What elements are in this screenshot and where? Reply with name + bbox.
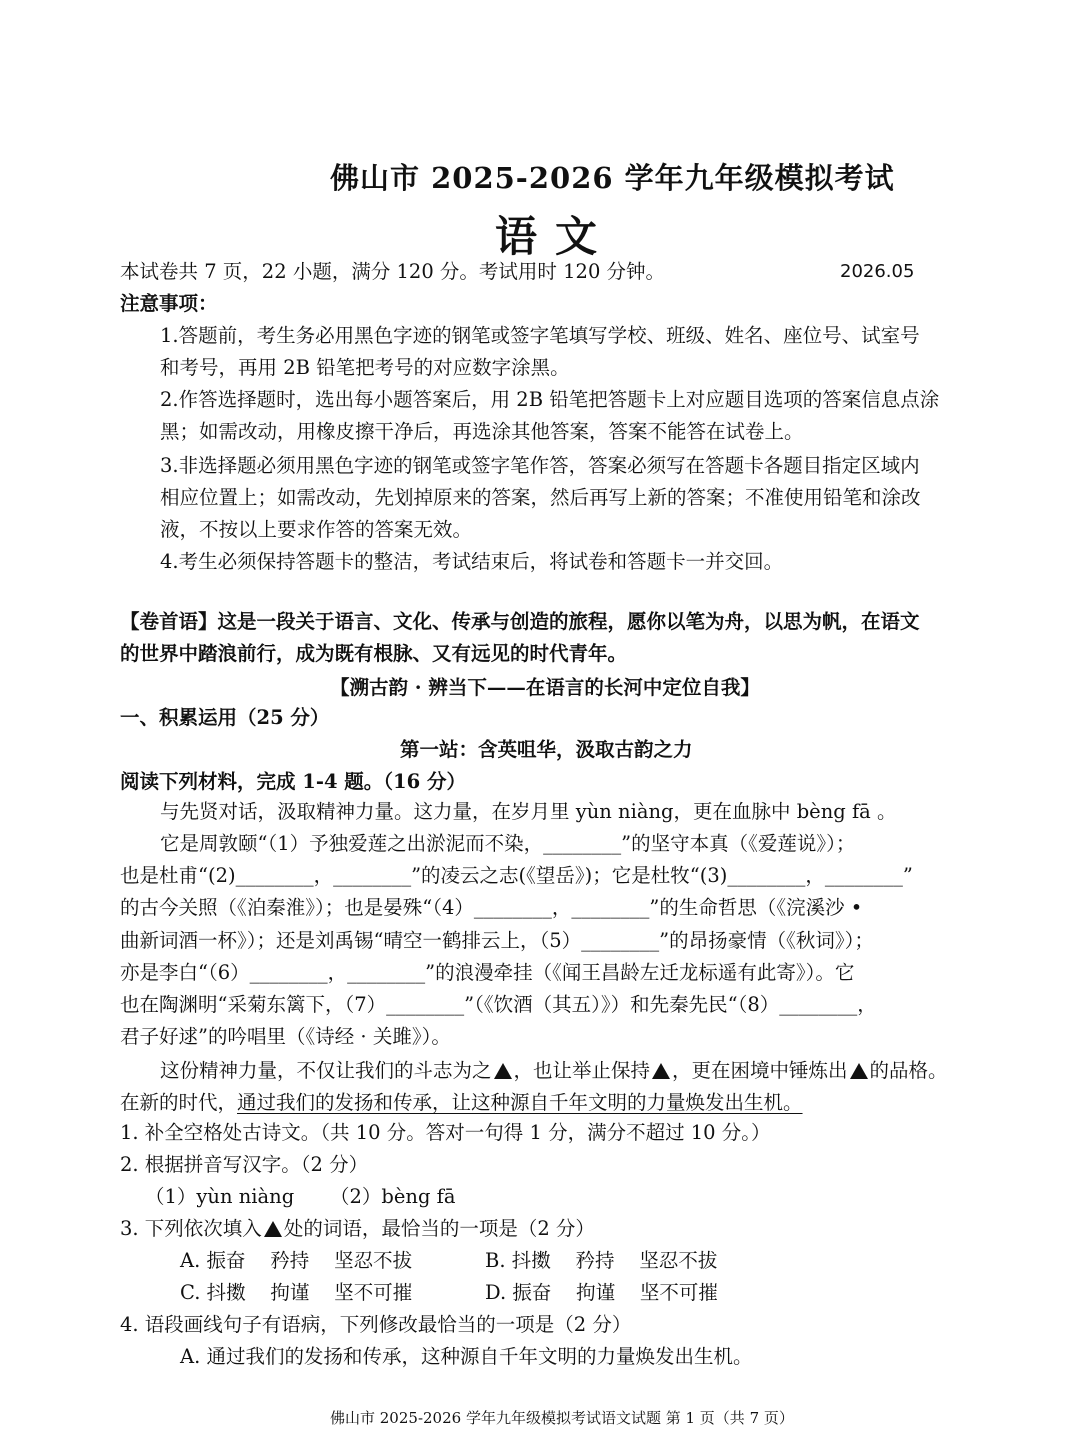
notes-line: 相应位置上；如需改动，先划掉原来的答案，然后再写上新的答案；不准使用铅笔和涂改 xyxy=(160,486,921,509)
passage-line: 的古今关照（《泊秦淮》）；也是晏殊“（4）________，________”的生命哲思（《浣溪沙 • xyxy=(120,896,863,919)
station-heading: 第一站：含英咀华，汲取古韵之力 xyxy=(400,738,693,761)
text-segment: 这份精神力量，不仅让我们的斗志为之 xyxy=(160,1059,492,1082)
exam-date: 2026.05 xyxy=(840,261,915,282)
question-3 xyxy=(120,1213,595,1244)
text-segment: 3. 下列依次填入 xyxy=(120,1217,262,1240)
preface-line: 的世界中踏浪前行，成为既有根脉、又有远见的时代青年。 xyxy=(120,642,628,665)
notes-line: 3.非选择题必须用黑色字迹的钢笔或签字笔作答，答案必须写在答题卡各题目指定区域内 xyxy=(160,454,920,477)
text-segment: ，更在困境中锤炼出 xyxy=(672,1059,848,1082)
text-segment: 处的词语，最恰当的一项是（2 分） xyxy=(283,1217,595,1240)
notes-line: 液，不按以上要求作答的答案无效。 xyxy=(160,518,473,541)
preface-line: 【卷首语】这是一段关于语言、文化、传承与创造的旅程，愿你以笔为舟，以思为帆，在语文 xyxy=(120,610,920,633)
question-2: 2. 根据拼音写汉字。（2 分） xyxy=(120,1153,369,1176)
blank-triangle-icon xyxy=(494,1063,512,1079)
page-footer: 佛山市 2025-2026 学年九年级模拟考试语文试题 第 1 页（共 7 页） xyxy=(330,1409,794,1427)
option-a: A. 振奋 矜持 坚忍不拔 xyxy=(180,1249,413,1272)
text-segment: 在新的时代， xyxy=(120,1091,238,1114)
blank-triangle-icon xyxy=(264,1221,282,1237)
passage-line-underlined xyxy=(120,1087,803,1118)
option-d: D. 振奋 拘谨 坚不可摧 xyxy=(485,1281,718,1304)
underlined-sentence: 通过我们的发扬和传承，让这种源自千年文明的力量焕发出生机。 xyxy=(237,1091,803,1114)
section-heading: 一、积累运用（25 分） xyxy=(120,706,330,729)
subject-title: 语文 xyxy=(495,212,616,261)
option-b: B. 抖擞 矜持 坚忍不拔 xyxy=(485,1249,718,1272)
blank-triangle-icon xyxy=(850,1063,868,1079)
text-segment: 的品格。 xyxy=(869,1059,948,1082)
theme-heading: 【溯古韵 · 辨当下——在语言的长河中定位自我】 xyxy=(330,676,760,699)
exam-info: 本试卷共 7 页，22 小题，满分 120 分。考试用时 120 分钟。 xyxy=(120,260,666,283)
passage-line: 曲新词酒一杯》）；还是刘禹锡“晴空一鹤排云上，（5）________”的昂扬豪情（《秋词》）； xyxy=(120,929,874,952)
passage-line: 与先贤对话，汲取精神力量。这力量，在岁月里 yùn niàng，更在血脉中 bèng fā 。 xyxy=(160,800,897,823)
passage-line: 也是杜甫“(2)________，________”的凌云之志(《望岳》)；它是杜牧“(3)________，________” xyxy=(120,864,913,887)
question-1: 1. 补全空格处古诗文。（共 10 分。答对一句得 1 分，满分不超过 10 分。） xyxy=(120,1121,771,1144)
passage-line: 也在陶渊明“采菊东篱下，（7）________”（《饮酒（其五）》）和先秦先民“（8）________， xyxy=(120,993,877,1016)
question-2-item: （1）yùn niàng xyxy=(145,1185,295,1208)
notes-line: 黑；如需改动，用橡皮擦干净后，再选涂其他答案，答案不能答在试卷上。 xyxy=(160,420,804,443)
notes-line: 1.答题前，考生务必用黑色字迹的钢笔或签字笔填写学校、班级、姓名、座位号、试室号 xyxy=(160,324,920,347)
notes-line: 4.考生必须保持答题卡的整洁，考试结束后，将试卷和答题卡一并交回。 xyxy=(160,550,784,573)
notes-heading: 注意事项： xyxy=(120,292,218,315)
option-a: A. 通过我们的发扬和传承，这种源自千年文明的力量焕发出生机。 xyxy=(180,1345,753,1368)
passage-line: 君子好逑”的吟唱里（《诗经 · 关雎》）。 xyxy=(120,1025,451,1048)
passage-line: 亦是李白“（6）________，________”的浪漫牵挂（《闻王昌龄左迁龙标遥有此寄》）。它 xyxy=(120,961,855,984)
exam-title: 佛山市 2025-2026 学年九年级模拟考试 xyxy=(330,161,895,195)
blank-triangle-icon xyxy=(652,1063,670,1079)
reading-instruction: 阅读下列材料，完成 1-4 题。（16 分） xyxy=(120,770,466,793)
text-segment: ，也让举止保持 xyxy=(513,1059,651,1082)
notes-line: 2.作答选择题时，选出每小题答案后，用 2B 铅笔把答题卡上对应题目选项的答案信息点涂 xyxy=(160,388,940,411)
passage-line-blanks xyxy=(160,1055,948,1086)
question-2-item: （2）bèng fā xyxy=(330,1185,456,1208)
option-c: C. 抖擞 拘谨 坚不可摧 xyxy=(180,1281,413,1304)
passage-line: 它是周敦颐“（1）予独爱莲之出淤泥而不染，________”的坚守本真（《爱莲说》）； xyxy=(160,832,856,855)
notes-line: 和考号，再用 2B 铅笔把考号的对应数字涂黑。 xyxy=(160,356,570,379)
question-4: 4. 语段画线句子有语病，下列修改最恰当的一项是（2 分） xyxy=(120,1313,632,1336)
